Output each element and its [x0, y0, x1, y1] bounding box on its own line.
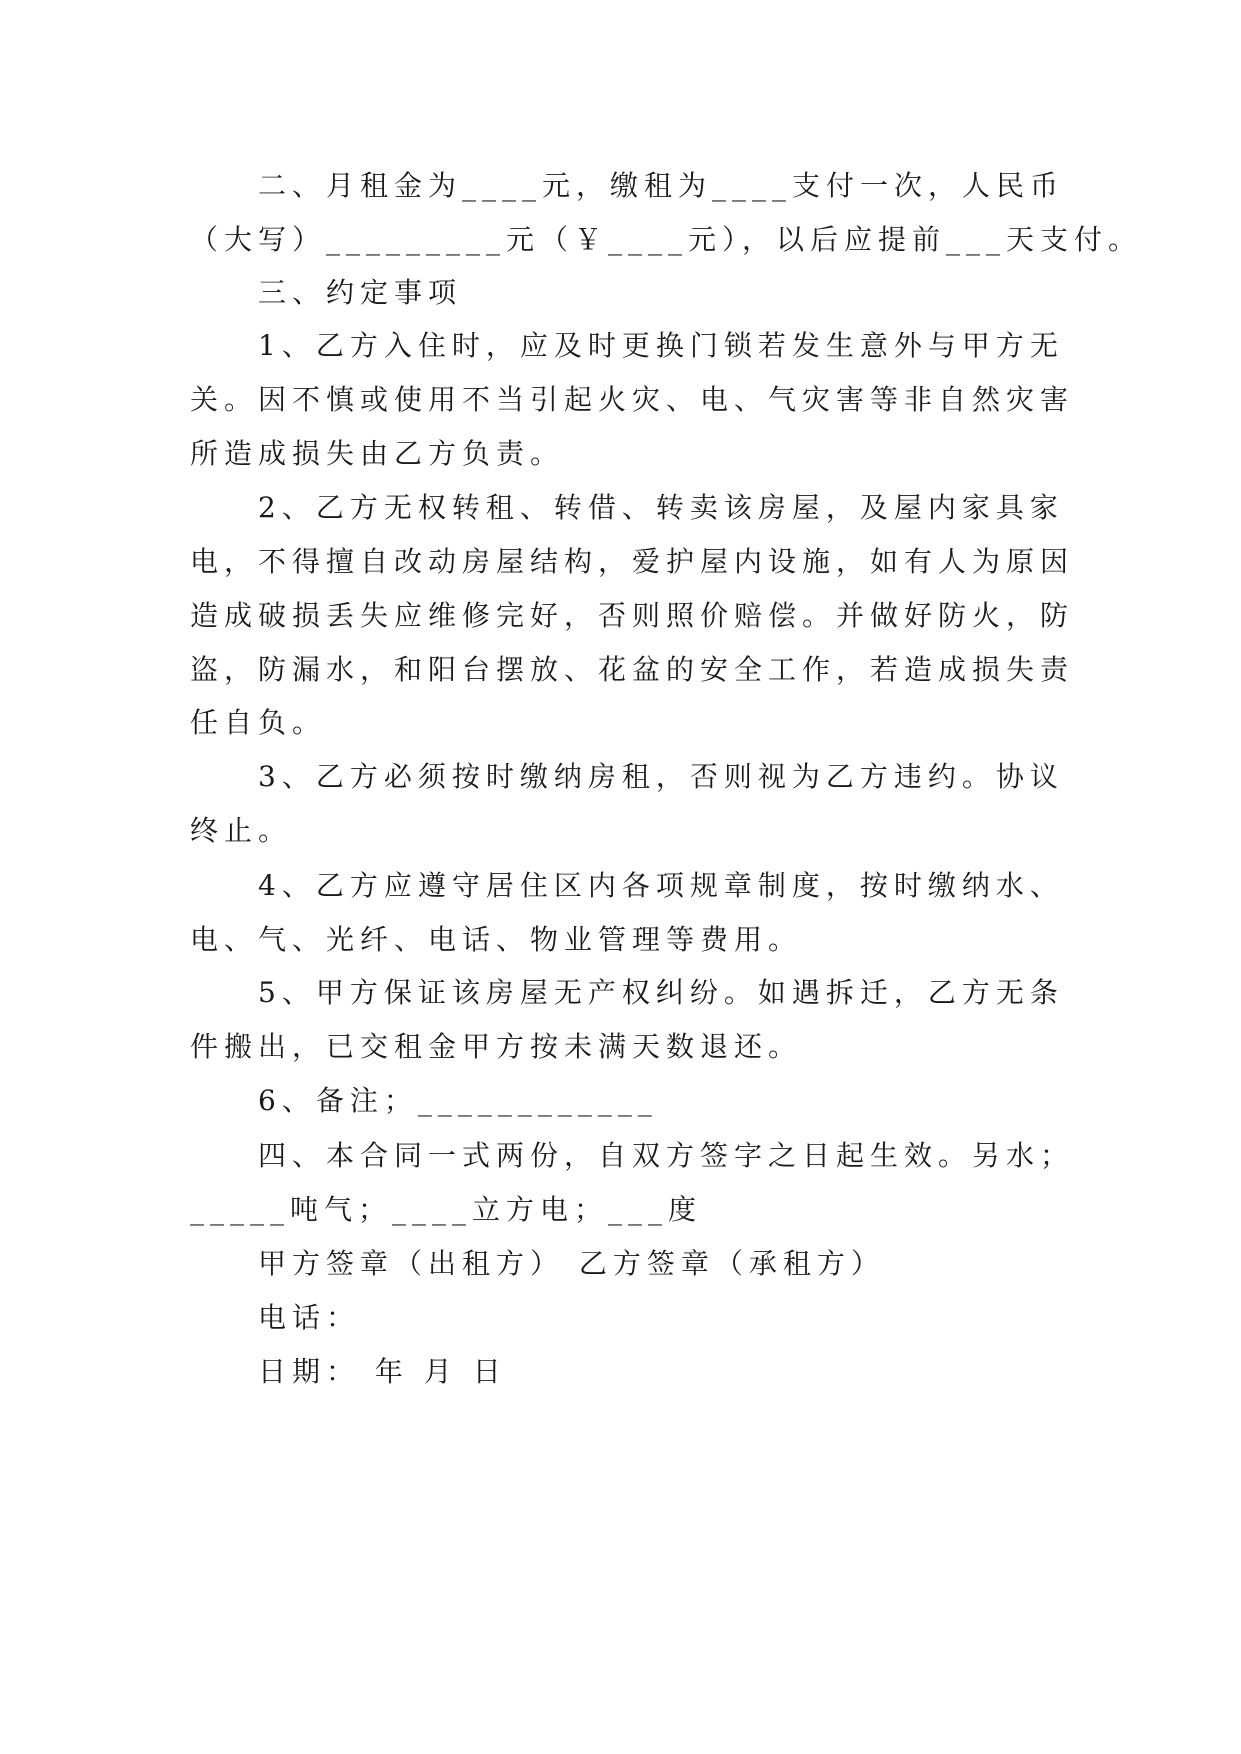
clause-2-line-3: 造成破损丢失应维修完好，否则照价赔偿。并做好防火，防 [190, 599, 1075, 632]
clause-6-remarks: 6、备注；____________ [258, 1084, 658, 1117]
date-line: 日期： 年 月 日 [258, 1355, 507, 1388]
clause-1-line-2: 关。因不慎或使用不当引起火灾、电、气灾害等非自然灾害 [190, 383, 1075, 416]
clause-1-line-1: 1、乙方入住时，应及时更换门锁若发生意外与甲方无 [258, 329, 1064, 362]
section-4-line-1: 四、本合同一式两份，自双方签字之日起生效。另水； [258, 1139, 1075, 1172]
clause-4-line-2: 电、气、光纤、电话、物业管理等费用。 [190, 923, 803, 956]
clause-5-line-2: 件搬出，已交租金甲方按未满天数退还。 [190, 1030, 803, 1063]
clause-2-line-5: 任自负。 [190, 706, 327, 739]
clause-3-line-1: 3、乙方必须按时缴纳房租，否则视为乙方违约。协议 [258, 760, 1064, 793]
clause-2-line-4: 盗，防漏水，和阳台摆放、花盆的安全工作，若造成损失责 [190, 653, 1075, 686]
rent-amount-line: 二、月租金为____元，缴租为____支付一次，人民币 [258, 169, 1065, 202]
clause-4-line-1: 4、乙方应遵守居住区内各项规章制度，按时缴纳水、 [258, 869, 1064, 902]
clause-1-line-3: 所造成损失由乙方负责。 [190, 437, 565, 470]
signature-line: 甲方签章（出租方） 乙方签章（承租方） [258, 1247, 885, 1280]
section-heading-terms: 三、约定事项 [258, 276, 463, 309]
clause-2-line-1: 2、乙方无权转租、转借、转卖该房屋，及屋内家具家 [258, 491, 1064, 524]
phone-line: 电话： [258, 1301, 361, 1334]
rent-capital-line: （大写）_________元（￥____元），以后应提前___天支付。 [190, 223, 1143, 256]
clause-2-line-2: 电，不得擅自改动房屋结构，爱护屋内设施，如有人为原因 [190, 545, 1075, 578]
clause-3-line-2: 终止。 [190, 814, 293, 847]
utility-readings-line: _____吨气；____立方电；___度 [190, 1193, 703, 1226]
clause-5-line-1: 5、甲方保证该房屋无产权纠纷。如遇拆迁，乙方无条 [258, 976, 1064, 1009]
